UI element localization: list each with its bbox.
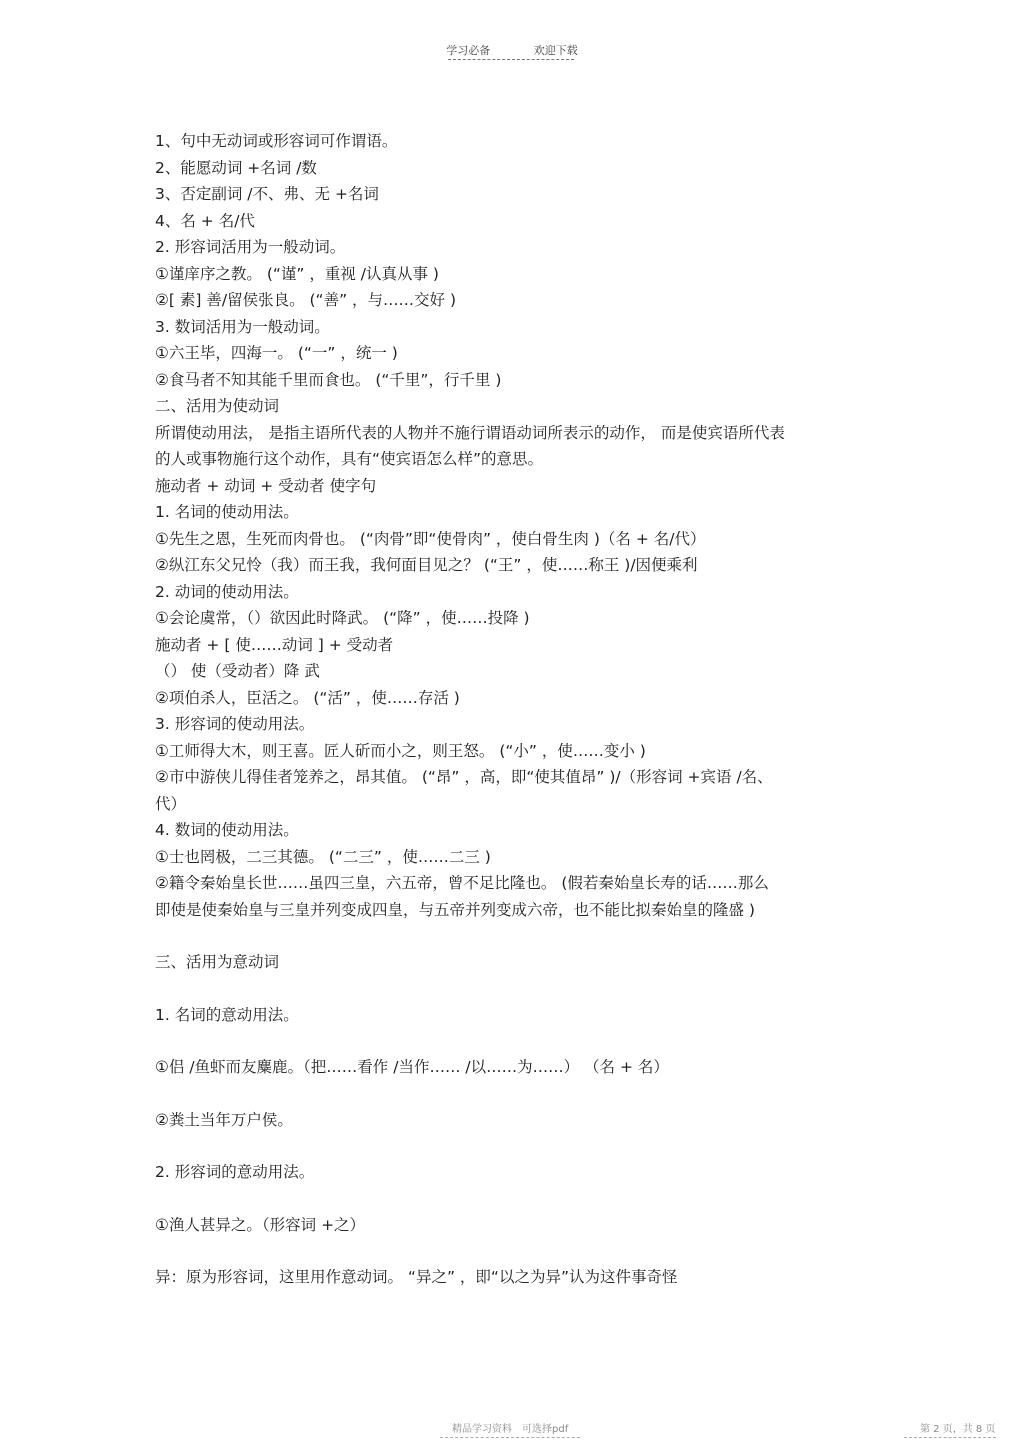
text-line: 3、否定副词 /不、弗、无 +名词 xyxy=(155,185,379,203)
document-body xyxy=(155,128,865,1291)
text-line: 2、能愿动词 +名词 /数 xyxy=(155,158,317,177)
text-line: ②纵江东父兄怜（我）而王我，我何面目见之？ (“王” ，使……称王 )/因便乘利 xyxy=(155,556,698,574)
page-number: 第 2 页，共 8 页 xyxy=(920,1424,996,1435)
text-line: 所谓使动用法， 是指主语所代表的人物并不施行谓语动词所表示的动作， 而是使宾语所代表 xyxy=(155,423,785,442)
header-right-text: 欢迎下载 xyxy=(533,44,578,57)
text-line: 即使是使秦始皇与三皇并列变成四皇，与五帝并列变成六帝，也不能比拟秦始皇的隆盛 ) xyxy=(155,900,755,919)
text-line: 代） xyxy=(155,794,187,813)
text-line: （） 使（受动者）降 武 xyxy=(155,662,320,680)
text-line: ②[ 素] 善/留侯张良。 (“善” ，与……交好 ) xyxy=(155,291,457,309)
text-line: 2. 形容词的意动用法。 xyxy=(155,1163,315,1181)
text-line: ①工师得大木，则王喜。匠人斫而小之，则王怒。 (“小” ，使……变小 ) xyxy=(155,741,646,760)
text-line: 2. 形容词活用为一般动词。 xyxy=(155,238,346,256)
header-left-text: 学习必备 xyxy=(446,44,491,57)
text-line: ①谨庠序之教。 (“谨” ，重视 /认真从事 ) xyxy=(155,264,439,283)
text-line: 的人或事物施行这个动作，具有“使宾语怎么样”的意思。 xyxy=(155,450,544,468)
footer-divider xyxy=(904,1437,996,1438)
text-line: 4、名 + 名/代 xyxy=(155,211,255,230)
footer-divider xyxy=(440,1437,580,1438)
text-line: 2. 动词的使动用法。 xyxy=(155,582,299,601)
text-line: 1、句中无动词或形容词可作谓语。 xyxy=(155,132,398,150)
text-line: ①渔人甚异之。（形容词 +之） xyxy=(155,1215,366,1234)
header-divider xyxy=(448,59,574,60)
text-line: ①六王毕，四海一。 (“一” ，统一 ) xyxy=(155,344,398,362)
text-line: ②粪土当年万户侯。 xyxy=(155,1110,293,1129)
footer-left-text: 精品学习资料 可选择pdf xyxy=(452,1424,569,1435)
text-line: 3. 形容词的使动用法。 xyxy=(155,715,315,733)
text-line: 1. 名词的使动用法。 xyxy=(155,503,299,521)
text-line: ①先生之恩，生死而肉骨也。 (“肉骨”即“使骨肉” ，使白骨生肉 )（名 + 名/代） xyxy=(155,529,706,548)
page-header xyxy=(0,42,1024,58)
text-line: ②食马者不知其能千里而食也。 (“千里”，行千里 ) xyxy=(155,370,502,389)
text-line: 施动者 + [ 使……动词 ] + 受动者 xyxy=(155,635,394,654)
text-line: 1. 名词的意动用法。 xyxy=(155,1005,299,1024)
text-line: ①会论虞常，（）欲因此时降武。 (“降” ，使……投降 ) xyxy=(155,609,530,627)
text-line: ②籍令秦始皇长世……虽四三皇，六五帝，曾不足比隆也。 (假若秦始皇长寿的话……那么 xyxy=(155,874,769,892)
text-line: 4. 数词的使动用法。 xyxy=(155,821,299,839)
text-line: ②市中游侠儿得佳者笼养之，昂其值。 (“昂” ，高，即“使其值昂” )/（形容词 +宾语 /名、 xyxy=(155,768,773,786)
text-line: 异：原为形容词，这里用作意动词。 “异之” ，即“以之为异”认为这件事奇怪 xyxy=(155,1268,678,1286)
text-line: ①侣 /鱼虾而友麋鹿。（把……看作 /当作…… /以……为……） （名 + 名） xyxy=(155,1058,669,1076)
text-line: ②项伯杀人，臣活之。 (“活” ，使……存活 ) xyxy=(155,688,460,707)
text-line: 施动者 + 动词 + 受动者 使字句 xyxy=(155,476,377,495)
section-heading: 二、活用为使动词 xyxy=(155,397,280,415)
text-line: 3. 数词活用为一般动词。 xyxy=(155,317,330,336)
section-heading: 三、活用为意动词 xyxy=(155,953,280,971)
text-line: ①士也罔极，二三其德。 (“二三” ，使……二三 ) xyxy=(155,847,491,866)
